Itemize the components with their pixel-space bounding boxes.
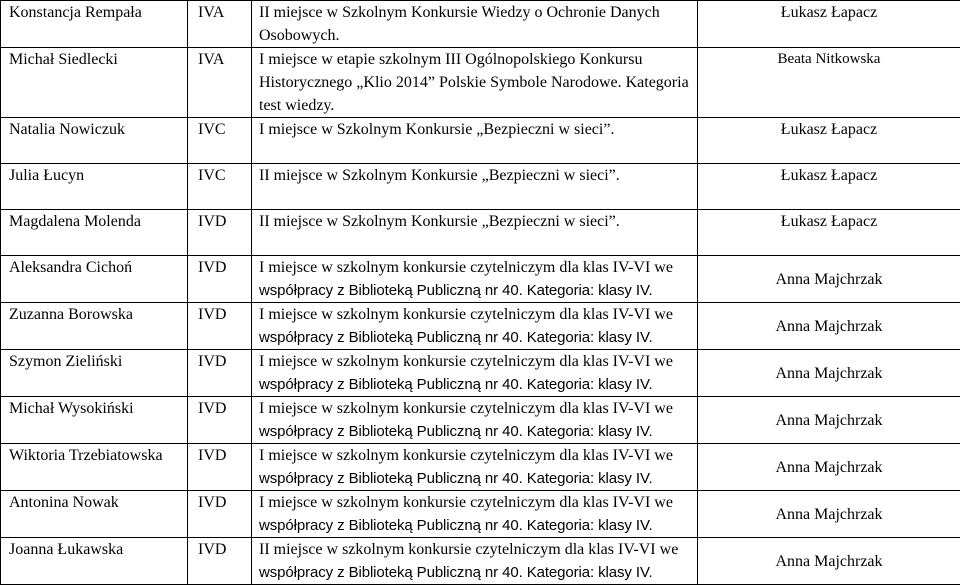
- student-name: Zuzanna Borowska: [1, 303, 188, 350]
- description-line: I miejsce w szkolnym konkursie czytelniczym dla klas IV-VI we: [259, 491, 697, 514]
- description-line: Historycznego „Klio 2014” Polskie Symbole Narodowe. Kategoria: [259, 71, 697, 94]
- teacher-name: Anna Majchrzak: [698, 444, 960, 491]
- description-line: II miejsce w szkolnym konkursie czytelniczym dla klas IV-VI we: [259, 538, 697, 561]
- class-label: IVD: [188, 397, 252, 444]
- description-line: współpracy z Biblioteką Publiczną nr 40. Kategoria: klasy IV.: [259, 420, 697, 443]
- teacher-name: Anna Majchrzak: [698, 491, 960, 538]
- teacher-name: Anna Majchrzak: [698, 538, 960, 585]
- achievement-description: [252, 48, 698, 118]
- description-line: I miejsce w szkolnym konkursie czytelniczym dla klas IV-VI we: [259, 397, 697, 420]
- table-row: [1, 256, 960, 303]
- student-name: Szymon Zieliński: [1, 350, 188, 397]
- class-label: IVC: [188, 118, 252, 164]
- description-line: I miejsce w szkolnym konkursie czytelniczym dla klas IV-VI we: [259, 444, 697, 467]
- description-line: I miejsce w etapie szkolnym III Ogólnopolskiego Konkursu: [259, 48, 697, 71]
- class-label: IVD: [188, 491, 252, 538]
- table-row: [1, 118, 960, 164]
- table-row: [1, 538, 960, 585]
- description-line: współpracy z Biblioteką Publiczną nr 40. Kategoria: klasy IV.: [259, 373, 697, 396]
- class-label: IVC: [188, 164, 252, 210]
- achievement-description: [252, 444, 698, 491]
- description-line: współpracy z Biblioteką Publiczną nr 40. Kategoria: klasy IV.: [259, 326, 697, 349]
- table-row: [1, 444, 960, 491]
- student-name: Magdalena Molenda: [1, 210, 188, 256]
- teacher-name: Anna Majchrzak: [698, 397, 960, 444]
- student-name: Aleksandra Cichoń: [1, 256, 188, 303]
- teacher-name: Anna Majchrzak: [698, 256, 960, 303]
- achievement-description: [252, 350, 698, 397]
- table-row: [1, 397, 960, 444]
- table-row: [1, 164, 960, 210]
- teacher-name: Łukasz Łapacz: [698, 118, 960, 164]
- class-label: IVA: [188, 48, 252, 118]
- description-line: współpracy z Biblioteką Publiczną nr 40. Kategoria: klasy IV.: [259, 514, 697, 537]
- description-line: I miejsce w szkolnym konkursie czytelniczym dla klas IV-VI we: [259, 303, 697, 326]
- achievement-description: [252, 397, 698, 444]
- results-table-body: [1, 1, 960, 585]
- class-label: IVD: [188, 210, 252, 256]
- description-line: I miejsce w Szkolnym Konkursie „Bezpieczni w sieci”.: [259, 118, 697, 141]
- description-line: I miejsce w szkolnym konkursie czytelniczym dla klas IV-VI we: [259, 350, 697, 373]
- achievement-description: [252, 491, 698, 538]
- achievement-description: [252, 118, 698, 164]
- description-line: II miejsce w Szkolnym Konkursie Wiedzy o Ochronie Danych: [259, 1, 697, 24]
- achievement-description: [252, 303, 698, 350]
- description-line: Osobowych.: [259, 24, 697, 47]
- achievement-description: [252, 256, 698, 303]
- class-label: IVD: [188, 444, 252, 491]
- table-row: [1, 491, 960, 538]
- student-name: Natalia Nowiczuk: [1, 118, 188, 164]
- teacher-name: Łukasz Łapacz: [698, 164, 960, 210]
- description-line: współpracy z Biblioteką Publiczną nr 40. Kategoria: klasy IV.: [259, 279, 697, 302]
- description-line: współpracy z Biblioteką Publiczną nr 40. Kategoria: klasy IV.: [259, 561, 697, 584]
- table-row: [1, 1, 960, 48]
- class-label: IVD: [188, 350, 252, 397]
- description-line: test wiedzy.: [259, 94, 697, 117]
- student-name: Julia Łucyn: [1, 164, 188, 210]
- table-row: [1, 48, 960, 118]
- description-line: współpracy z Biblioteką Publiczną nr 40. Kategoria: klasy IV.: [259, 467, 697, 490]
- achievement-description: [252, 210, 698, 256]
- table-row: [1, 350, 960, 397]
- teacher-name: Łukasz Łapacz: [698, 210, 960, 256]
- achievement-description: [252, 164, 698, 210]
- student-name: Konstancja Rempała: [1, 1, 188, 48]
- student-name: Joanna Łukawska: [1, 538, 188, 585]
- description-line: I miejsce w szkolnym konkursie czytelniczym dla klas IV-VI we: [259, 256, 697, 279]
- student-name: Wiktoria Trzebiatowska: [1, 444, 188, 491]
- class-label: IVA: [188, 1, 252, 48]
- table-row: [1, 210, 960, 256]
- description-line: II miejsce w Szkolnym Konkursie „Bezpieczni w sieci”.: [259, 164, 697, 187]
- teacher-name: Anna Majchrzak: [698, 350, 960, 397]
- description-line: II miejsce w Szkolnym Konkursie „Bezpieczni w sieci”.: [259, 210, 697, 233]
- class-label: IVD: [188, 303, 252, 350]
- student-name: Michał Wysokiński: [1, 397, 188, 444]
- achievement-description: [252, 538, 698, 585]
- student-name: Michał Siedlecki: [1, 48, 188, 118]
- teacher-name: Anna Majchrzak: [698, 303, 960, 350]
- class-label: IVD: [188, 256, 252, 303]
- achievement-description: [252, 1, 698, 48]
- student-name: Antonina Nowak: [1, 491, 188, 538]
- class-label: IVD: [188, 538, 252, 585]
- teacher-name: Łukasz Łapacz: [698, 1, 960, 48]
- teacher-name: Beata Nitkowska: [698, 48, 960, 118]
- table-row: [1, 303, 960, 350]
